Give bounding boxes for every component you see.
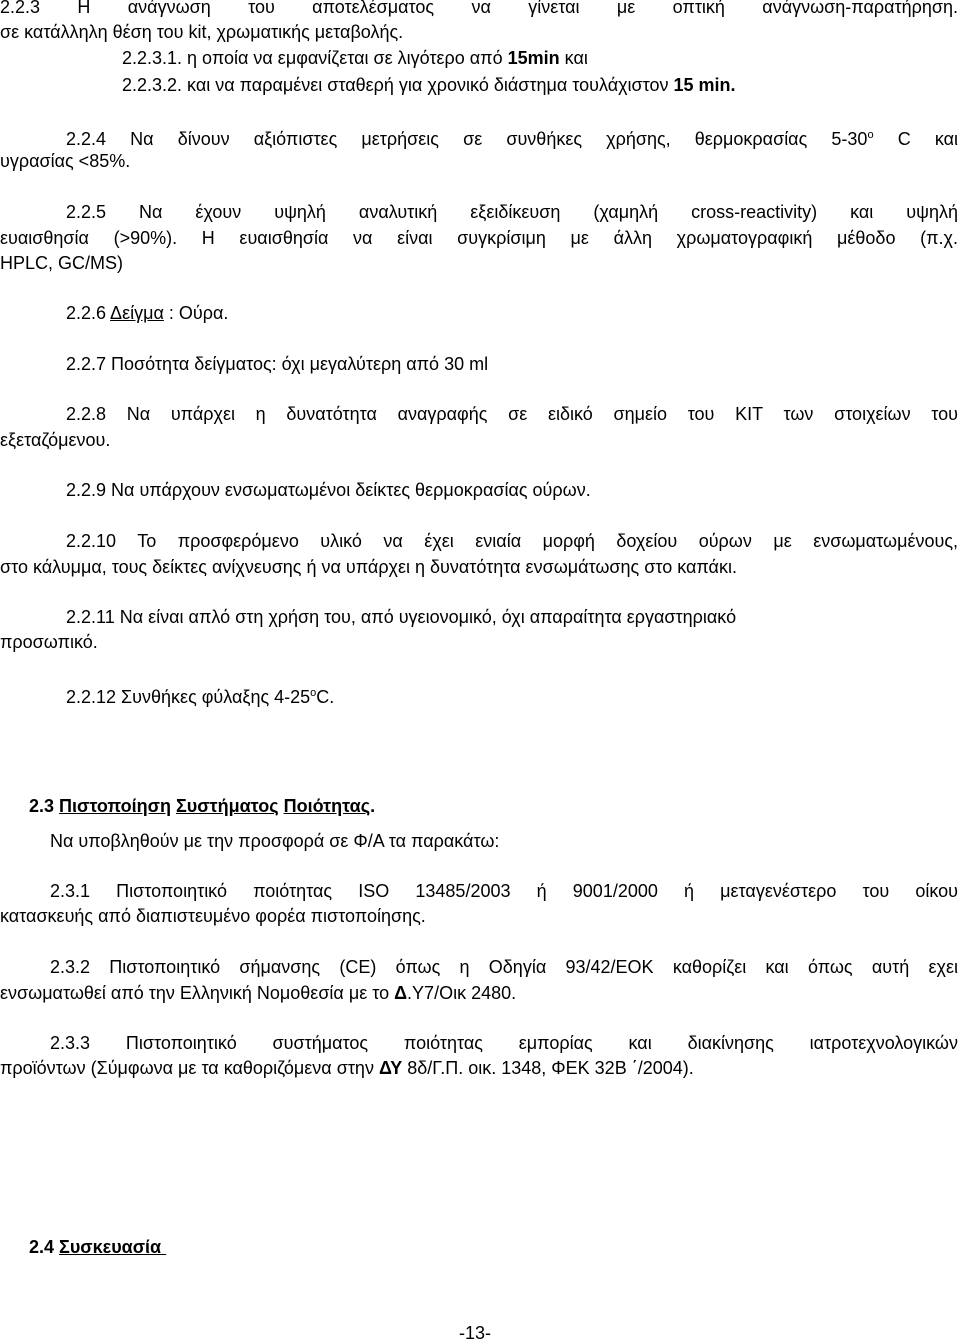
- para-2-3-3-line-1: 2.3.3 Πιστοποιητικό συστήματος ποιότητας εμπορίας και διακίνησης ιατροτεχνολογικών: [50, 1033, 958, 1053]
- para-2-2-3-1: 2.2.3.1. η οποία να εμφανίζεται σε λιγότερο από 15min και: [122, 48, 588, 68]
- para-2-2-5-line-2: ευαισθησία (>90%). Η ευαισθησία να είναι συγκρίσιμη με άλλη χρωματογραφική μέθοδο (π.χ.: [0, 228, 958, 248]
- para-2-2-9: 2.2.9 Να υπάρχουν ενσωματωμένοι δείκτες θερμοκρασίας ούρων.: [66, 480, 591, 500]
- para-2-2-4-line-1: 2.2.4 Να δίνουν αξιόπιστες μετρήσεις σε συνθήκες χρήσης, θερμοκρασίας $5-30^o$ C και: [66, 129, 959, 149]
- section-2-4-heading: 2.4 Συσκευασία: [29, 1237, 167, 1257]
- para-2-2-3-line-2: σε κατάλληλη θέση του kit, χρωματικής μεταβολής.: [0, 22, 404, 42]
- para-2-3-2-line-1: 2.3.2 Πιστοποιητικό σήμανσης (CE) όπως η Οδηγία 93/42/ΕΟΚ καθορίζει και όπως αυτή εχει: [50, 957, 958, 977]
- para-2-2-4-line-2: υγρασίας <85%.: [0, 151, 131, 171]
- para-2-2-3-line-1: 2.2.3 Η ανάγνωση του αποτελέσματος να γίνεται με οπτική ανάγνωση-παρατήρηση.: [0, 0, 958, 17]
- para-2-2-5-line-1: 2.2.5 Να έχουν υψηλή αναλυτική εξειδίκευση (χαμηλή cross-reactivity) και υψηλή: [66, 202, 958, 222]
- para-2-2-7: 2.2.7 Ποσότητα δείγματος: όχι μεγαλύτερη από 30 ml: [66, 354, 489, 374]
- para-2-2-11-line-1: 2.2.11 Να είναι απλό στη χρήση του, από υγειονομικό, όχι απαραίτητα εργαστηριακό: [66, 607, 737, 627]
- para-2-3-1-line-2: κατασκευής από διαπιστευμένο φορέα πιστοποίησης.: [0, 906, 426, 926]
- para-2-2-11-line-2: προσωπικό.: [0, 632, 98, 652]
- para-2-2-10-line-1: 2.2.10 Το προσφερόμενο υλικό να έχει ενιαία μορφή δοχείου ούρων με ενσωματωμένους,: [66, 531, 958, 551]
- para-2-2-8-line-1: 2.2.8 Να υπάρχει η δυνατότητα αναγραφής σε ειδικό σημείο του KIT των στοιχείων του: [66, 404, 958, 424]
- para-2-2-6: 2.2.6 Δείγμα : Ούρα.: [66, 303, 229, 323]
- para-2-2-3-2: 2.2.3.2. και να παραμένει σταθερή για χρονικό διάστημα τουλάχιστον 15 min.: [122, 75, 736, 95]
- para-2-2-5-line-3: HPLC, GC/MS): [0, 253, 124, 273]
- page-number: -13-: [459, 1323, 492, 1343]
- para-2-2-12: 2.2.12 Συνθήκες φύλαξης $4-25^oC$.: [66, 687, 335, 707]
- para-2-2-10-line-2: στο κάλυμμα, τους δείκτες ανίχνευσης ή να υπάρχει η δυνατότητα ενσωμάτωσης στο καπάκι.: [0, 557, 737, 577]
- section-2-3-heading: 2.3 Πιστοποίηση Συστήματος Ποιότητας.: [29, 796, 376, 816]
- para-2-3-2-line-2: ενσωματωθεί από την Ελληνική Νομοθεσία με το Δ.Υ7/Οικ 2480.: [0, 983, 517, 1003]
- section-2-3-intro: Να υποβληθούν με την προσφορά σε Φ/Α τα παρακάτω:: [50, 831, 500, 851]
- para-2-3-3-line-2: προϊόντων (Σύμφωνα με τα καθοριζόμενα στην ΔΥ 8δ/Γ.Π. οικ. 1348, ΦΕΚ 32Β ΄/2004).: [0, 1058, 694, 1078]
- para-2-3-1-line-1: 2.3.1 Πιστοποιητικό ποιότητας ISO 13485/2003 ή 9001/2000 ή μεταγενέστερο του οίκου: [50, 881, 958, 901]
- para-2-2-8-line-2: εξεταζόμενου.: [0, 430, 111, 450]
